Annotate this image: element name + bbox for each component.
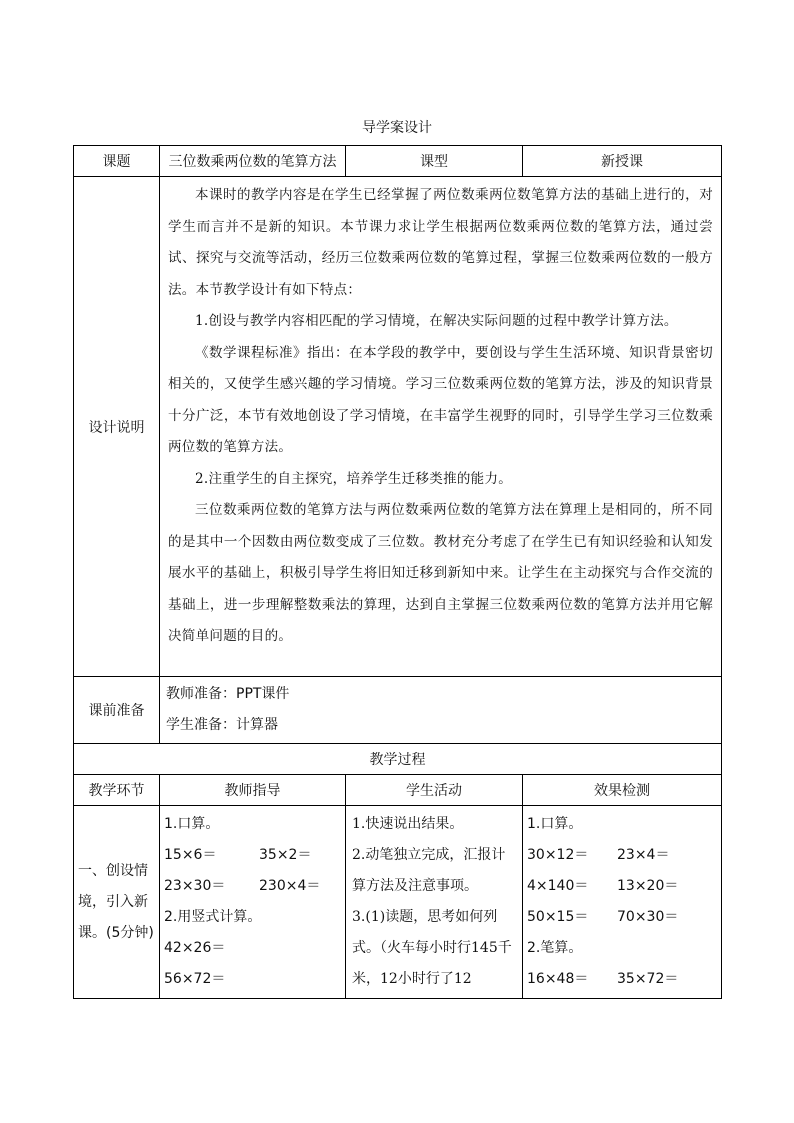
teacher-guide-cell xyxy=(160,806,346,999)
process-header-row xyxy=(74,775,722,806)
check-exercise-row xyxy=(527,840,717,871)
column-header: 效果检测 xyxy=(523,775,722,806)
page-title: 导学案设计 xyxy=(362,120,432,136)
column-header: 教师指导 xyxy=(160,775,346,806)
exercise: 23×4＝ xyxy=(617,847,670,863)
exercise: 16×48＝ xyxy=(527,971,589,987)
process-title-row xyxy=(74,744,722,775)
exercise: 13×20＝ xyxy=(617,878,679,894)
exercise: 56×72＝ xyxy=(164,971,226,987)
lesson-plan-table xyxy=(73,145,722,999)
student-item: 2.动笔独立完成，汇报计算方法及注意事项。 xyxy=(352,847,506,894)
effect-check-cell xyxy=(523,806,722,999)
student-item: 3.(1)读题，思考如何列式。（火车每小时行145千米，12小时行了12 xyxy=(352,909,512,987)
exercise: 70×30＝ xyxy=(617,909,679,925)
exercise: 35×2＝ xyxy=(259,847,312,863)
exercise: 30×12＝ xyxy=(527,847,589,863)
stage-cell: 一、创设情境，引入新课。(5分钟) xyxy=(74,806,160,999)
design-paragraph: 三位数乘两位数的笔算方法与两位数乘两位数的笔算方法在算理上是相同的，所不同的是其中一个因数由两位数变成了三位数。教材充分考虑了在学生已有知识经验和认知发展水平的基础上，积极引导学生将旧知迁移到新知中来。让学生在主动探究与合作交流的基础上，进一步理解整数乘法的算理，达到自主掌握三位数乘两位数的笔算方法并用它解决简单问题的目的。 xyxy=(168,502,713,644)
prep-label: 课前准备 xyxy=(74,677,160,744)
teacher-exercise-row xyxy=(164,871,341,902)
check-item: 2.笔算。 xyxy=(527,940,583,956)
teacher-item: 1.口算。 xyxy=(164,816,220,832)
teacher-item: 2.用竖式计算。 xyxy=(164,909,262,925)
prep-content xyxy=(160,677,722,744)
design-paragraph: 《数学课程标准》指出：在本学段的教学中，要创设与学生生活环境、知识背景密切相关的，又使学生感兴趣的学习情境。学习三位数乘两位数的笔算方法，涉及的知识背景十分广泛，本节有效地创设了学习情境，在丰富学生视野的同时，引导学生学习三位数乘两位数的笔算方法。 xyxy=(168,344,713,455)
teacher-exercise-row xyxy=(164,840,341,871)
design-paragraph: 1.创设与教学内容相匹配的学习情境，在解决实际问题的过程中教学计算方法。 xyxy=(195,313,678,329)
design-content xyxy=(160,177,722,677)
prep-row xyxy=(74,677,722,744)
design-paragraph: 本课时的教学内容是在学生已经掌握了两位数乘两位数笔算方法的基础上进行的，对学生而言并不是新的知识。本节课力求让学生根据两位数乘两位数的笔算方法，通过尝试、探究与交流等活动，经历三位数乘两位数的笔算过程，掌握三位数乘两位数的一般方法。本节教学设计有如下特点： xyxy=(168,187,713,298)
topic-label: 课题 xyxy=(74,146,160,177)
type-value: 新授课 xyxy=(523,146,722,177)
check-exercise-row xyxy=(527,902,717,933)
column-header: 教学环节 xyxy=(74,775,160,806)
teacher-prep: 教师准备：PPT课件 xyxy=(166,686,290,702)
type-label: 课型 xyxy=(346,146,523,177)
exercise: 4×140＝ xyxy=(527,878,589,894)
topic-value: 三位数乘两位数的笔算方法 xyxy=(160,146,346,177)
exercise: 50×15＝ xyxy=(527,909,589,925)
exercise: 35×72＝ xyxy=(617,971,679,987)
check-exercise-row xyxy=(527,964,717,995)
design-paragraph: 2.注重学生的自主探究，培养学生迁移类推的能力。 xyxy=(195,470,513,487)
header-row xyxy=(74,146,722,177)
student-activity-cell xyxy=(346,806,523,999)
student-item: 1.快速说出结果。 xyxy=(352,816,464,832)
exercise: 23×30＝ xyxy=(164,878,226,894)
check-exercise-row xyxy=(527,871,717,902)
exercise: 42×26＝ xyxy=(164,940,226,956)
design-label: 设计说明 xyxy=(74,177,160,677)
process-title: 教学过程 xyxy=(74,744,722,775)
check-item: 1.口算。 xyxy=(527,816,583,832)
exercise: 15×6＝ xyxy=(164,847,217,863)
exercise: 230×4＝ xyxy=(259,878,321,894)
student-prep: 学生准备：计算器 xyxy=(166,717,278,733)
column-header: 学生活动 xyxy=(346,775,523,806)
design-row xyxy=(74,177,722,677)
process-row xyxy=(74,806,722,999)
